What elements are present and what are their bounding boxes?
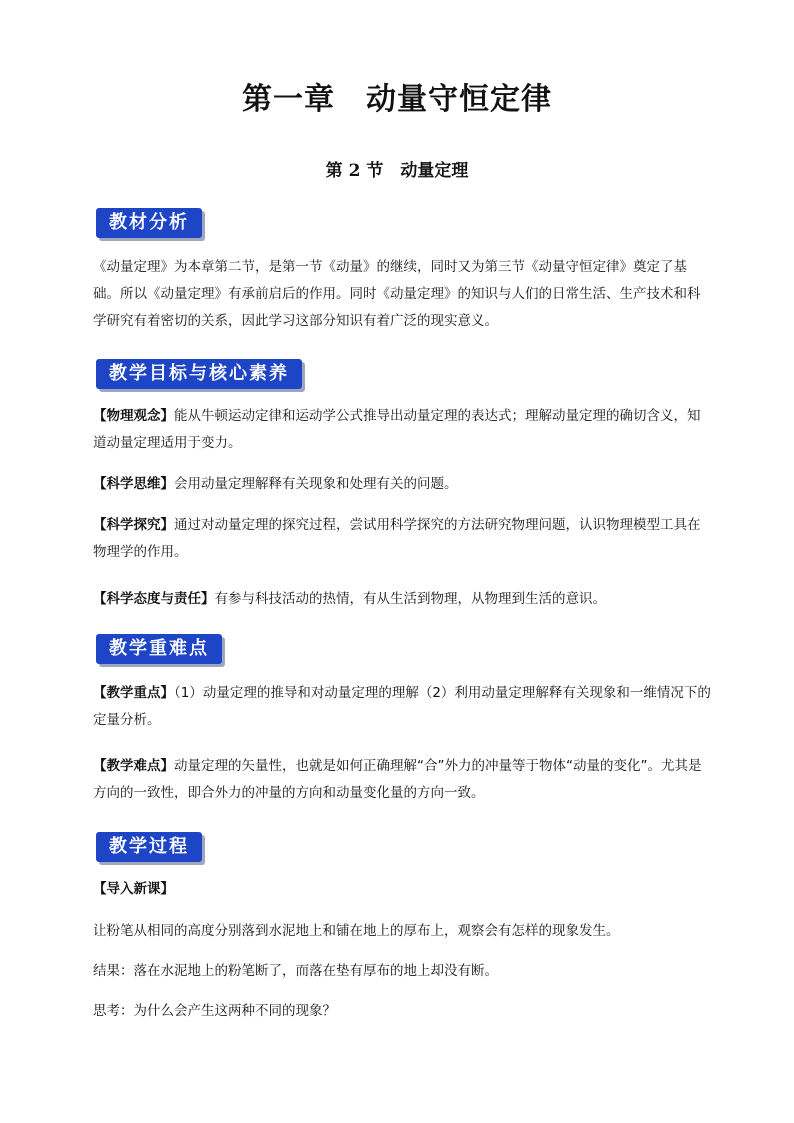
- difficulty-label: 【教学难点】: [93, 758, 174, 774]
- key-points-heading-badge: 教学重难点: [96, 634, 222, 664]
- focus-label: 【教学重点】: [93, 685, 174, 701]
- analysis-paragraph: 《动量定理》为本章第二节，是第一节《动量》的继续，同时又为第三节《动量守恒定律》奠定了基础。所以《动量定理》有承前启后的作用。同时《动量定理》的知识与人们的日常生活、生产技术和科学研究有着密切的关系，因此学习这部分知识有着广泛的现实意义。: [93, 259, 701, 329]
- goal-item-scientific-thinking: [93, 471, 713, 498]
- teaching-difficulty: [93, 753, 713, 807]
- intro-label: 【导入新课】: [93, 881, 174, 897]
- goal-item-scientific-inquiry: [93, 512, 713, 566]
- goal-text: 有参与科技活动的热情，有从生活到物理，从物理到生活的意识。: [214, 591, 606, 607]
- goal-label: 【科学态度与责任】: [93, 591, 215, 607]
- goal-item-attitude-responsibility: [93, 586, 713, 613]
- goal-text: 能从牛顿运动定律和运动学公式推导出动量定理的表达式；理解动量定理的确切含义，知道动量定理适用于变力。: [93, 408, 701, 451]
- teaching-focus: [93, 680, 713, 734]
- difficulty-text: 动量定理的矢量性，也就是如何正确理解“合”外力的冲量等于物体“动量的变化”。尤其是方向的一致性，即合外力的冲量的方向和动量变化量的方向一致。: [93, 758, 702, 801]
- analysis-heading-badge: 教材分析: [96, 208, 202, 238]
- process-line-experiment: 让粉笔从相同的高度分别落到水泥地上和铺在地上的厚布上，观察会有怎样的现象发生。: [93, 923, 620, 939]
- process-line-question: 思考：为什么会产生这两种不同的现象？: [93, 1003, 336, 1019]
- process-heading-badge: 教学过程: [96, 832, 202, 862]
- goal-label: 【物理观念】: [93, 408, 174, 424]
- section-title: 第 2 节 动量定理: [325, 161, 469, 181]
- goal-text: 通过对动量定理的探究过程，尝试用科学探究的方法研究物理问题，认识物理模型工具在物理学的作用。: [93, 517, 701, 560]
- focus-text: （1）动量定理的推导和对动量定理的理解（2）利用动量定理解释有关现象和一维情况下的定量分析。: [93, 685, 711, 728]
- goal-text: 会用动量定理解释有关现象和处理有关的问题。: [174, 476, 458, 492]
- chapter-title: 第一章 动量守恒定律: [242, 82, 552, 117]
- goal-label: 【科学探究】: [93, 517, 174, 533]
- goals-heading-badge: 教学目标与核心素养: [96, 359, 302, 389]
- goal-label: 【科学思维】: [93, 476, 174, 492]
- goal-item-physics-concept: [93, 403, 713, 457]
- process-line-result: 结果：落在水泥地上的粉笔断了，而落在垫有厚布的地上却没有断。: [93, 963, 498, 979]
